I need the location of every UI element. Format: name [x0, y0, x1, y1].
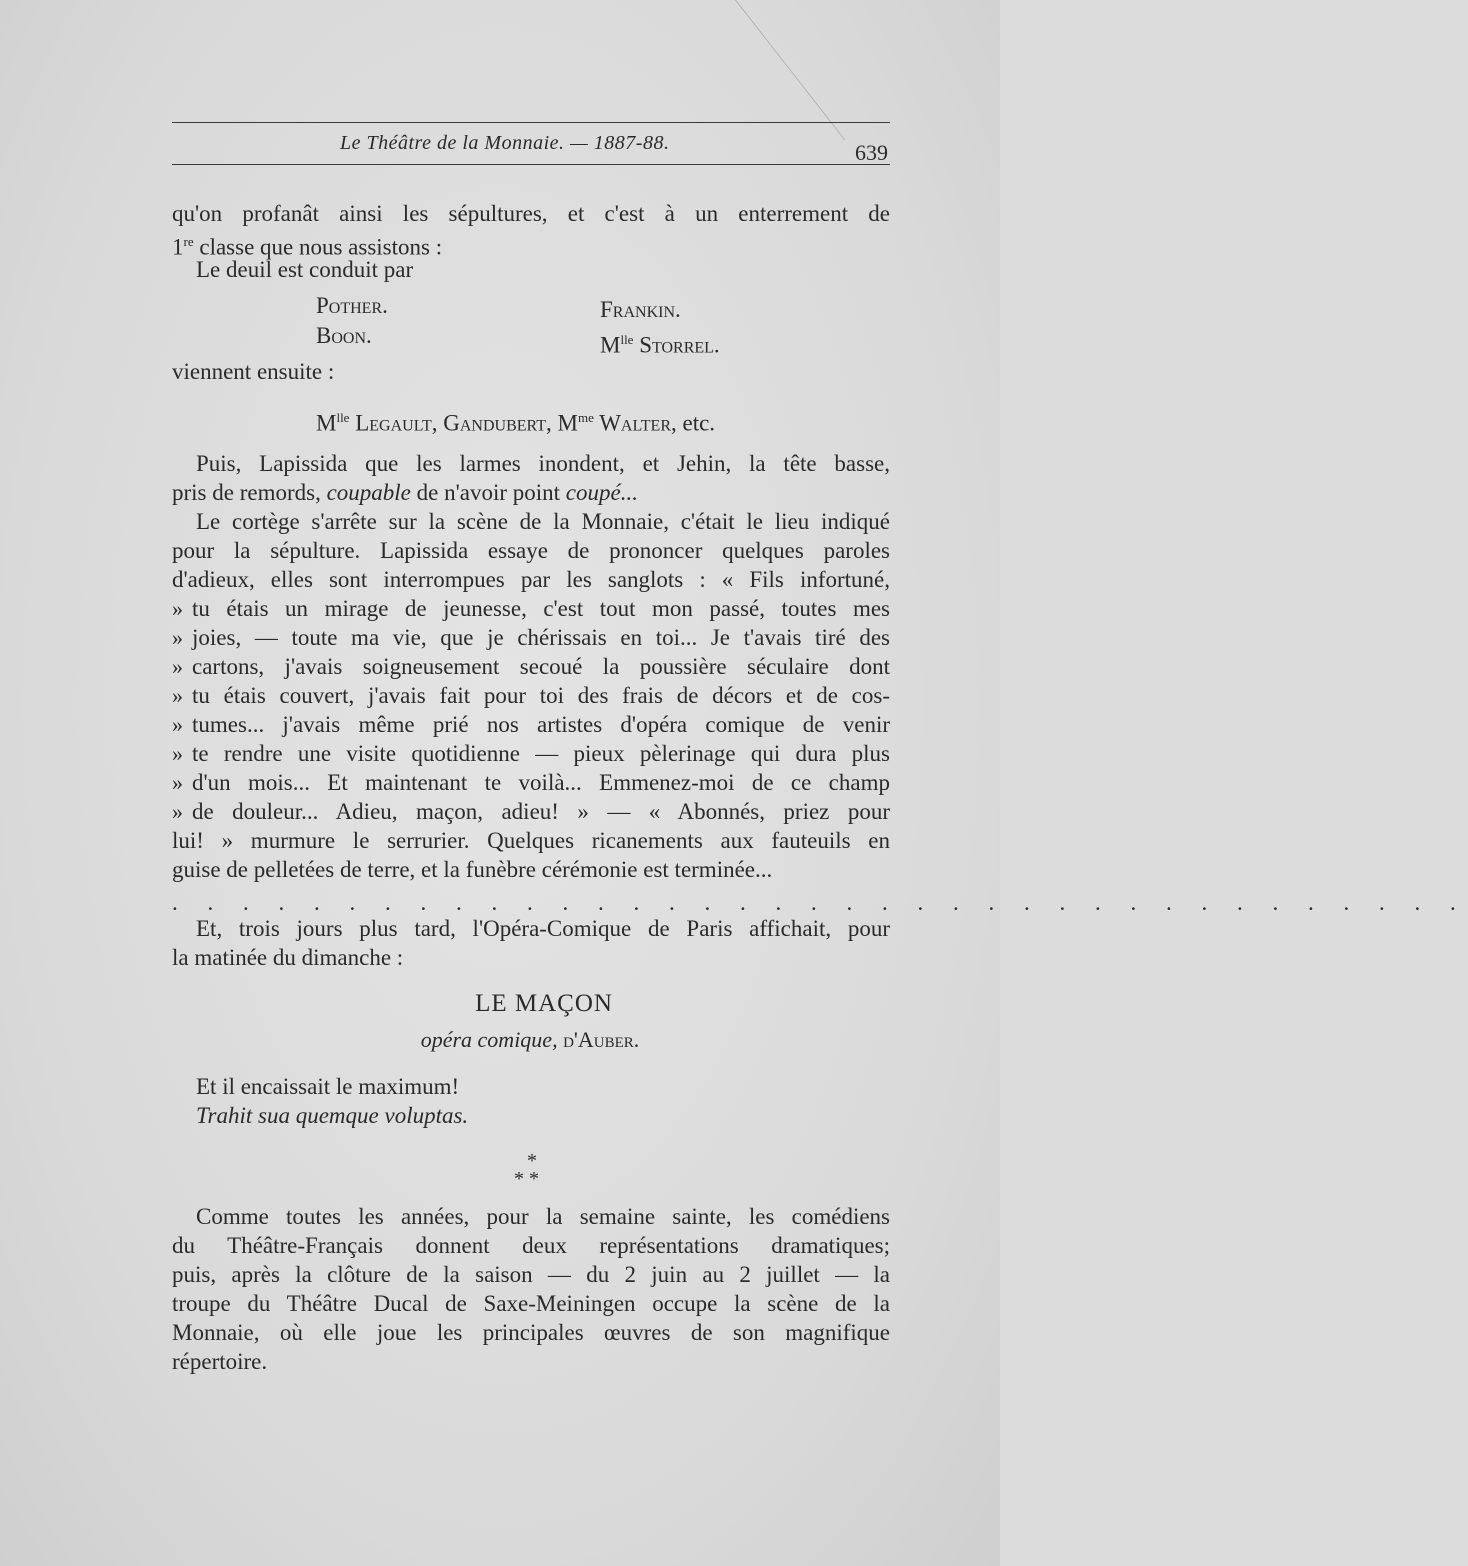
text-line: guise de pelletées de terre, et la funèbre cérémonie est terminée...: [172, 857, 773, 882]
text-line: qu'on profanât ainsi les sépultures, et c'est à un enterrement de: [172, 201, 890, 226]
playbill-subtitle: opéra comique, d'Auber.: [420, 1027, 640, 1052]
text-line: Monnaie, où elle joue les principales œuvres de son magnifique: [172, 1320, 890, 1345]
text-line: pris de remords, coupable de n'avoir point coupé...: [172, 480, 638, 505]
followers-line: $M^{lle}$ Legault, Gandubert, $M^{me}$ Walter, etc.: [316, 410, 716, 436]
page-number: 639: [855, 140, 888, 165]
text-line: d'adieux, elles sont interrompues par les sanglots : « Fils infortuné,: [172, 567, 890, 592]
text-line: tu étais un mirage de jeunesse, c'est tout mon passé, toutes mes: [192, 596, 890, 621]
playbill-title: LE MAÇON: [475, 990, 613, 1017]
text-line: tumes... j'avais même prié nos artistes d'opéra comique de venir: [192, 712, 890, 737]
text-line: de douleur... Adieu, maçon, adieu! » — « Abonnés, priez pour: [192, 799, 890, 824]
text-line: Et il encaissait le maximum!: [196, 1074, 460, 1099]
text-line: tu étais couvert, j'avais fait pour toi des frais de décors et de cos-: [192, 683, 890, 708]
text-line: du Théâtre-Français donnent deux représentations dramatiques;: [172, 1233, 890, 1258]
quote-mark: »: [172, 683, 183, 708]
quote-mark: »: [172, 741, 183, 766]
text-line: répertoire.: [172, 1349, 268, 1374]
quote-mark: »: [172, 625, 183, 650]
header-rule-top: [172, 122, 890, 123]
mourner-name: Pother.: [316, 293, 388, 318]
mourner-name: $M^{lle}$ Storrel.: [600, 332, 720, 358]
header-rule-bottom: [172, 164, 890, 165]
paper-crease: [735, 0, 975, 140]
dot-leader: . . . . . . . . . . . . . . . . . . . . . . . . . . . . . . . . . . . . .: [172, 890, 1468, 915]
quote-mark: »: [172, 799, 183, 824]
text-line: joies, — toute ma vie, que je chérissais en toi... Je t'avais tiré des: [192, 625, 890, 650]
text-line: Le deuil est conduit par: [196, 257, 414, 282]
latin-motto: Trahit sua quemque voluptas.: [196, 1103, 469, 1128]
quote-mark: »: [172, 712, 183, 737]
asterism-bottom: * *: [514, 1168, 539, 1190]
quote-mark: »: [172, 770, 183, 795]
text-line: pour la sépulture. Lapissida essaye de prononcer quelques paroles: [172, 538, 890, 563]
text-line: Et, trois jours plus tard, l'Opéra-Comique de Paris affichait, pour: [196, 916, 890, 941]
text-line: 1re classe que nous assistons :: [172, 234, 443, 260]
text-line: d'un mois... Et maintenant te voilà... Emmenez-moi de ce champ: [192, 770, 890, 795]
quote-mark: »: [172, 654, 183, 679]
text-line: te rendre une visite quotidienne — pieux pèlerinage qui dura plus: [192, 741, 890, 766]
text-line: la matinée du dimanche :: [172, 945, 404, 970]
asterism-top: *: [527, 1150, 537, 1172]
mourner-name: Boon.: [316, 323, 372, 348]
quote-mark: »: [172, 596, 183, 621]
text-line: viennent ensuite :: [172, 359, 335, 384]
text-line: Comme toutes les années, pour la semaine sainte, les comédiens: [196, 1204, 890, 1229]
text-line: troupe du Théâtre Ducal de Saxe-Meiningen occupe la scène de la: [172, 1291, 890, 1316]
mourner-name: Frankin.: [600, 297, 681, 322]
text-line: Le cortège s'arrête sur la scène de la Monnaie, c'était le lieu indiqué: [196, 509, 890, 534]
text-line: cartons, j'avais soigneusement secoué la poussière séculaire dont: [192, 654, 890, 679]
running-head: Le Théâtre de la Monnaie. — 1887-88.: [340, 132, 670, 154]
text-line: Puis, Lapissida que les larmes inondent, et Jehin, la tête basse,: [196, 451, 890, 476]
text-line: lui! » murmure le serrurier. Quelques ricanements aux fauteuils en: [172, 828, 890, 853]
text-line: puis, après la clôture de la saison — du 2 juin au 2 juillet — la: [172, 1262, 890, 1287]
